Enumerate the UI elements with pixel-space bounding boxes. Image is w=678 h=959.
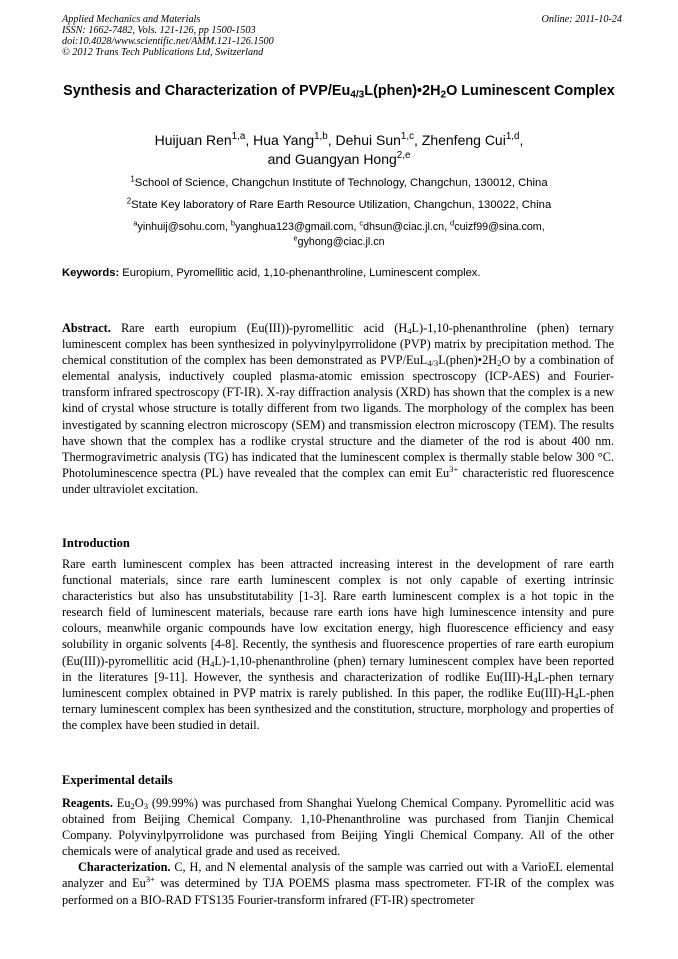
abstract-text: Rare earth europium (Eu(III))-pyromellitic acid (H — [110, 321, 408, 335]
author-separator: , — [519, 132, 524, 148]
reagents-subscript: 3 — [143, 801, 148, 812]
author-name: Huijuan Ren — [154, 132, 232, 148]
author-name: and Guangyan Hong — [267, 151, 397, 167]
author-list — [40, 131, 638, 169]
journal-name: Applied Mechanics and Materials — [62, 14, 201, 25]
author-affil-mark: 1,b — [314, 131, 328, 143]
email-address[interactable]: yanghua123@gmail.com, — [235, 221, 360, 233]
doi-link[interactable]: doi:10.4028/www.scientific.net/AMM.121-126.1500 — [62, 36, 274, 47]
abstract-text: O by a combination of elemental analysis, inductively coupled plasma-atomic emission spectroscopy (ICP-AES) and Fourier-transform infrared spectroscopy (FT-IR). X-ray diffraction analysis (XRD) has shown that the complex is a new kind of crystal whose structure is totally different from two ligands. The morphology of the complex has been investigated by scanning electron microscopy (SEM) and transmission electron microscopy (TEM). The results have shown that the complex has a rodlike crystal structure and the diameter of the rod is about 400 nm. Thermogravimetric analysis (TG) has indicated that the luminescent complex is thermally stable below 300 °C. Photoluminescence spectra (PL) have revealed that the complex can emit Eu — [62, 353, 614, 480]
affiliation-mark: 1 — [130, 174, 135, 184]
keywords-text: Europium, Pyromellitic acid, 1,10-phenanthroline, Luminescent complex. — [119, 267, 481, 279]
author-name: Zhenfeng Cui — [421, 132, 506, 148]
title-part: Synthesis and Characterization of PVP/Eu — [63, 83, 351, 99]
author-separator: , — [413, 132, 422, 148]
introduction-subscript: 4 — [533, 674, 538, 685]
abstract-text: L)-1,10-phenanthroline (phen) ternary luminescent complex has been synthesized in polyvinylpyrrolidone (PVP) matrix by precipitation method. The chemical constitution of the complex has been demonstrated as PVP/EuL — [62, 321, 615, 368]
author-name: Hua Yang — [253, 132, 315, 148]
affiliation-mark: 2 — [126, 196, 132, 206]
keywords-label: Keywords: — [62, 267, 120, 279]
characterization-superscript: 3+ — [145, 874, 155, 885]
author-separator: , — [245, 132, 254, 148]
characterization-text: C, H, and N elemental analysis of the sample was carried out with a VarioEL elemental analyzer and Eu — [62, 860, 614, 891]
introduction-paragraph — [62, 556, 614, 733]
title-subscript: 4/3 — [350, 89, 365, 101]
affiliation-1 — [40, 176, 638, 190]
email-mark: d — [450, 218, 455, 228]
title-part: L(phen)•2H — [364, 83, 441, 99]
reagents-text: (99.99%) was purchased from Shanghai Yuelong Chemical Company. Pyromellitic acid was obtained from Beijing Chemical Company. 1,10-Phenanthroline was purchased from Tianjin Chemical Company. Polyvinylpyrrolidone was purchased from Beijing Yingli Chemical Company. All of the other chemicals were of analytical grade and used as received. — [62, 796, 615, 859]
introduction-text: L)-1,10-phenanthroline (phen) ternary luminescent complex have been reported in the literatures [9-11]. However, the synthesis and characterization of rodlike Eu(III)-H — [62, 653, 614, 684]
abstract-subscript: 2 — [497, 358, 502, 369]
introduction-text: L-phen ternary luminescent complex has been synthesized and the constitution, structure, morphology and properties of the complex have been studied in detail. — [62, 685, 614, 732]
affiliation-2 — [40, 198, 638, 212]
introduction-subscript: 4 — [574, 690, 579, 701]
reagents-text: O — [134, 796, 144, 810]
author-emails — [50, 220, 628, 250]
author-affil-mark: 1,d — [505, 131, 520, 143]
email-address[interactable]: yinhuij@sohu.com, — [137, 221, 231, 233]
abstract-subscript: 4 — [407, 326, 412, 337]
introduction-subscript: 4 — [210, 658, 215, 669]
email-mark: a — [133, 218, 138, 228]
affiliation-text: State Key laboratory of Rare Earth Resource Utilization, Changchun, 130022, China — [131, 199, 552, 211]
affiliation-text: School of Science, Changchun Institute of Technology, Changchun, 130012, China — [134, 177, 548, 189]
author-affil-mark: 1,a — [231, 131, 246, 143]
author-affil-mark: 2,e — [396, 150, 411, 162]
title-subscript: 2 — [440, 89, 447, 101]
introduction-text: L-phen ternary luminescent complex obtained in PVP matrix is rarely published. In this paper, the rodlike Eu(III)-H — [62, 669, 614, 700]
reagents-label: Reagents. — [62, 796, 113, 810]
author-affil-mark: 1,c — [400, 131, 414, 143]
reagents-text: Eu — [112, 796, 131, 810]
abstract-text: L(phen)•2H — [438, 353, 498, 368]
email-mark: c — [359, 218, 364, 228]
author-name: Dehui Sun — [335, 132, 401, 148]
keywords-line — [62, 266, 622, 280]
reagents-paragraph — [62, 795, 614, 908]
author-separator: , — [327, 132, 336, 148]
introduction-text: Rare earth luminescent complex has been attracted increasing interest in the development of rare earth functional materials, since rare earth luminescent complex is not only capable of exerting intrinsic characteristics but also has unsubstitutability [1-3]. Rare earth luminescent complex is a hot topic in the research field of luminescent materials, because rare earth ions have high luminescence intensity and pure colours, meanwhile organic compounds have low excitation energy, high fluorescence efficiency and easy solubility in organic solvents [4-8]. Recently, the synthesis and fluorescence properties of rare earth europium (Eu(III))-pyromellitic acid (H — [62, 557, 614, 668]
email-mark: e — [293, 233, 298, 243]
reagents-subscript: 2 — [130, 801, 135, 812]
email-address[interactable]: dhsun@ciac.jl.cn, — [363, 221, 451, 233]
abstract-paragraph — [62, 320, 614, 497]
abstract-text: characteristic red fluorescence under ultraviolet excitation. — [62, 465, 614, 496]
title-part: O Luminescent Complex — [446, 83, 615, 99]
introduction-heading: Introduction — [62, 536, 130, 550]
characterization-label: Characterization. — [78, 860, 171, 875]
experimental-heading: Experimental details — [62, 773, 173, 787]
journal-header — [62, 14, 622, 58]
copyright-line: © 2012 Trans Tech Publications Ltd, Switzerland — [62, 47, 264, 58]
abstract-subscript: 4/3 — [427, 358, 439, 369]
abstract-superscript: 3+ — [449, 463, 459, 474]
paper-title — [50, 82, 628, 101]
online-date: Online: 2011-10-24 — [541, 14, 622, 25]
email-address[interactable]: gyhong@ciac.jl.cn — [297, 236, 385, 248]
issn-line: ISSN: 1662-7482, Vols. 121-126, pp 1500-1503 — [62, 25, 256, 36]
characterization-text: was determined by TJA POEMS plasma mass spectrometer. FT-IR of the complex was performed on a BIO-RAD FTS135 Fourier-transform infrared (FT-IR) spectrometer — [62, 876, 614, 907]
email-mark: b — [230, 218, 236, 228]
abstract-label: Abstract. — [62, 321, 111, 335]
email-address[interactable]: cuizf99@sina.com, — [454, 221, 545, 233]
